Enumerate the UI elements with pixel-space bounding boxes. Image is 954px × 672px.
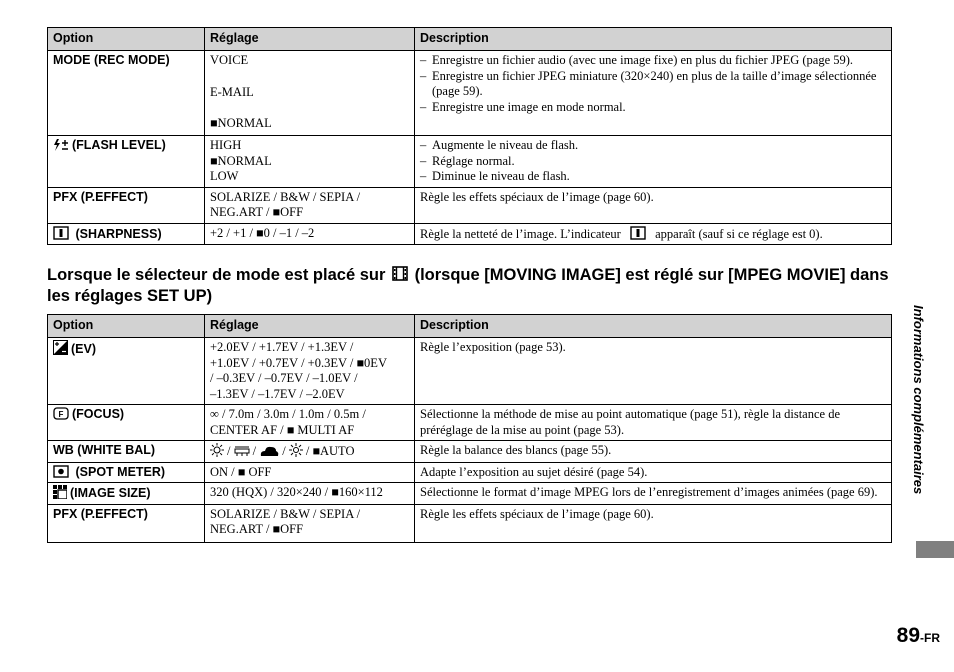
setting-value: NEG.ART / ■OFF bbox=[210, 205, 304, 219]
option-cell: PFX (P.EFFECT) bbox=[48, 504, 205, 542]
page-number-value: 89 bbox=[896, 624, 920, 647]
option-label: (EV) bbox=[71, 342, 96, 356]
description-item: – Augmente le niveau de flash. bbox=[420, 138, 886, 154]
cloudy-icon bbox=[259, 445, 279, 457]
setting-value: NEG.ART / ■OFF bbox=[210, 522, 304, 536]
option-cell bbox=[48, 136, 205, 188]
setting-cell bbox=[205, 338, 415, 405]
daylight-icon bbox=[210, 443, 224, 457]
option-cell bbox=[48, 338, 205, 405]
table-row-pfx bbox=[48, 187, 892, 223]
setting-value: HIGH bbox=[210, 138, 242, 152]
exposure-icon bbox=[53, 340, 68, 355]
section-heading-text: Lorsque le sélecteur de mode est placé sur bbox=[47, 266, 386, 284]
setting-cell bbox=[205, 187, 415, 223]
section-heading-text: (lorsque [MOVING IMAGE] est réglé sur [MPEG MOVIE] dans les réglages SET UP) bbox=[47, 266, 889, 305]
setting-value: VOICE bbox=[210, 53, 249, 67]
table-header-row bbox=[48, 315, 892, 338]
table-row-focus bbox=[48, 405, 892, 441]
description-text: Règle la netteté de l’image. L’indicateur bbox=[420, 226, 621, 241]
column-header-description: Description bbox=[415, 28, 892, 51]
option-cell: MODE (REC MODE) bbox=[48, 51, 205, 136]
chapter-sidebar-label bbox=[910, 305, 928, 535]
setting-value: / –0.3EV / –0.7EV / –1.0EV / bbox=[210, 371, 358, 385]
svg-text:F: F bbox=[58, 410, 64, 419]
focus-icon bbox=[53, 407, 69, 420]
setting-cell bbox=[205, 51, 415, 136]
setting-value: ∞ / 7.0m / 3.0m / 1.0m / 0.5m / bbox=[210, 407, 366, 421]
description-cell: Règle l’exposition (page 53). bbox=[415, 338, 892, 405]
setting-cell bbox=[205, 405, 415, 441]
setting-cell: ON / ■ OFF bbox=[205, 462, 415, 483]
option-label: (FLASH LEVEL) bbox=[72, 138, 166, 152]
setting-value: ■AUTO bbox=[312, 444, 355, 458]
sharpness-indicator-icon bbox=[630, 226, 646, 240]
description-cell: Sélectionne le format d’image MPEG lors de l’enregistrement d’images animées (page 69). bbox=[415, 483, 892, 505]
page-number-suffix: -FR bbox=[920, 631, 940, 645]
table-row-ev bbox=[48, 338, 892, 405]
settings-table-still bbox=[47, 27, 892, 245]
spot-meter-icon bbox=[53, 465, 69, 478]
description-cell: Règle les effets spéciaux de l’image (page 60). bbox=[415, 187, 892, 223]
table-row-flash-level bbox=[48, 136, 892, 188]
description-item: – Enregistre une image en mode normal. bbox=[420, 100, 886, 116]
option-cell: PFX (P.EFFECT) bbox=[48, 187, 205, 223]
column-header-option: Option bbox=[48, 315, 205, 338]
option-label: (FOCUS) bbox=[72, 407, 125, 421]
flash-level-icon bbox=[53, 139, 69, 151]
option-cell bbox=[48, 462, 205, 483]
image-size-icon bbox=[53, 485, 67, 499]
option-cell bbox=[48, 223, 205, 245]
setting-value: CENTER AF / ■ MULTI AF bbox=[210, 422, 355, 437]
description-item: – Enregistre un fichier JPEG miniature (320×240) en plus de la taille d’image sélectionnée (page 59). bbox=[420, 69, 886, 100]
incandescent-icon bbox=[289, 443, 303, 457]
chapter-title: Informations complémentaires bbox=[911, 305, 926, 495]
movie-mode-icon bbox=[392, 266, 408, 281]
setting-value: LOW bbox=[210, 169, 239, 183]
setting-cell: +2 / +1 / ■0 / –1 / –2 bbox=[205, 223, 415, 245]
table-row-sharpness bbox=[48, 223, 892, 245]
section-heading bbox=[47, 265, 907, 307]
column-header-description: Description bbox=[415, 315, 892, 338]
setting-value: SOLARIZE / B&W / SEPIA / bbox=[210, 506, 361, 521]
description-cell bbox=[415, 51, 892, 136]
setting-cell bbox=[205, 136, 415, 188]
page-number bbox=[897, 624, 940, 648]
description-cell bbox=[415, 136, 892, 188]
description-item: – Réglage normal. bbox=[420, 154, 886, 170]
setting-value: ■NORMAL bbox=[210, 153, 272, 168]
column-header-setting: Réglage bbox=[205, 315, 415, 338]
description-item: – Diminue le niveau de flash. bbox=[420, 169, 886, 185]
table-header-row bbox=[48, 28, 892, 51]
table-row-image-size bbox=[48, 483, 892, 505]
description-text: apparaît (sauf si ce réglage est 0). bbox=[655, 226, 823, 241]
setting-value: +2.0EV / +1.7EV / +1.3EV / bbox=[210, 340, 354, 354]
setting-value: ■NORMAL bbox=[210, 116, 272, 130]
column-header-setting: Réglage bbox=[205, 28, 415, 51]
sharpness-icon bbox=[53, 226, 69, 240]
table-row-spot-meter bbox=[48, 462, 892, 483]
description-cell bbox=[415, 223, 892, 245]
setting-cell: 320 (HQX) / 320×240 / ■160×112 bbox=[205, 483, 415, 505]
column-header-option: Option bbox=[48, 28, 205, 51]
option-cell bbox=[48, 483, 205, 505]
description-item: – Enregistre un fichier audio (avec une image fixe) en plus du fichier JPEG (page 59). bbox=[420, 53, 886, 69]
description-cell: Règle la balance des blancs (page 55). bbox=[415, 441, 892, 463]
description-cell: Sélectionne la méthode de mise au point automatique (page 51), règle la distance de préréglage de la mise au point (page 53). bbox=[415, 405, 892, 441]
option-label: (IMAGE SIZE) bbox=[70, 486, 151, 500]
description-cell: Règle les effets spéciaux de l’image (page 60). bbox=[415, 504, 892, 542]
description-cell: Adapte l’exposition au sujet désiré (page 54). bbox=[415, 462, 892, 483]
setting-value: E-MAIL bbox=[210, 84, 254, 99]
setting-value: –1.3EV / –1.7EV / –2.0EV bbox=[210, 386, 345, 401]
chapter-tab-marker bbox=[916, 541, 954, 558]
fluorescent-icon bbox=[234, 445, 250, 457]
option-cell: WB (WHITE BAL) bbox=[48, 441, 205, 463]
setting-cell bbox=[205, 504, 415, 542]
table-row-mode bbox=[48, 51, 892, 136]
setting-value: +1.0EV / +0.7EV / +0.3EV / ■0EV bbox=[210, 355, 387, 370]
settings-table-movie bbox=[47, 314, 892, 543]
option-label: (SHARPNESS) bbox=[75, 226, 162, 241]
setting-value: SOLARIZE / B&W / SEPIA / bbox=[210, 189, 361, 204]
option-label: (SPOT METER) bbox=[75, 464, 166, 479]
setting-cell: / / / / ■AUTO bbox=[205, 441, 415, 463]
option-cell bbox=[48, 405, 205, 441]
table-row-white-balance bbox=[48, 441, 892, 463]
table-row-pfx bbox=[48, 504, 892, 542]
